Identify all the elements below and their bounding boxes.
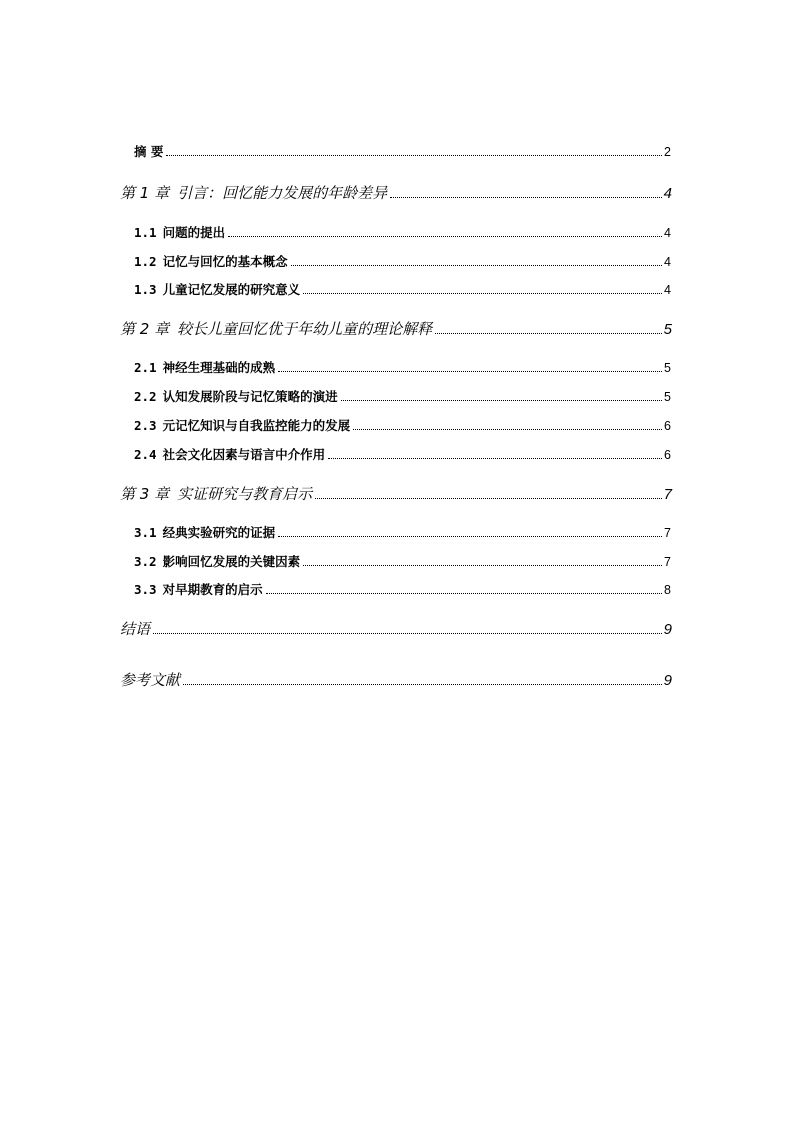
toc-entry-section-2-4[interactable] [134, 449, 671, 462]
dot-leader [153, 633, 662, 634]
toc-entry-chapter-3[interactable] [120, 487, 672, 502]
toc-page-number: 7 [664, 526, 671, 540]
section-title: 儿童记忆发展的研究意义 [162, 282, 301, 297]
dot-leader [435, 333, 662, 334]
chapter-title: 较长儿童回忆优于年幼儿童的理论解释 [177, 320, 433, 338]
dot-leader [315, 498, 662, 499]
section-number: 2.3 [134, 418, 157, 433]
section-number: 1.2 [134, 254, 157, 269]
section-number: 1.1 [134, 225, 157, 240]
section-title: 认知发展阶段与记忆策略的演进 [162, 389, 338, 404]
toc-page-number: 5 [664, 390, 671, 404]
toc-page-number: 6 [664, 448, 671, 462]
dot-leader [303, 565, 662, 566]
toc-page-number: 4 [664, 226, 671, 240]
toc-entry-section-1-2[interactable] [134, 256, 671, 269]
toc-entry-section-3-3[interactable] [134, 584, 671, 597]
dot-leader [390, 197, 662, 198]
section-number: 2.2 [134, 389, 157, 404]
toc-entry-section-1-1[interactable] [134, 227, 671, 240]
chapter-title: 引言：回忆能力发展的年龄差异 [177, 184, 388, 202]
section-number: 3.3 [134, 582, 157, 597]
toc-entry-chapter-2[interactable] [120, 322, 672, 337]
toc-page-number: 4 [664, 255, 671, 269]
toc-page-number: 9 [663, 672, 672, 689]
dot-leader [278, 371, 662, 372]
toc-entry-label: 参考文献 [120, 671, 181, 689]
dot-leader [341, 400, 662, 401]
chapter-number: 第 2 章 [120, 320, 170, 338]
toc-page-number: 9 [663, 621, 672, 638]
toc-entry-label: 结语 [120, 620, 151, 638]
chapter-title: 实证研究与教育启示 [177, 485, 313, 503]
toc-page-number: 4 [664, 283, 671, 297]
section-title: 对早期教育的启示 [162, 582, 263, 597]
toc-entry-references[interactable] [120, 673, 672, 688]
dot-leader [303, 293, 662, 294]
toc-entry-abstract[interactable] [134, 146, 671, 159]
section-title: 元记忆知识与自我监控能力的发展 [162, 418, 351, 433]
toc-entry-section-1-3[interactable] [134, 284, 671, 297]
chapter-number: 第 1 章 [120, 184, 170, 202]
section-number: 1.3 [134, 282, 157, 297]
section-title: 记忆与回忆的基本概念 [162, 254, 288, 269]
toc-page-number: 2 [664, 145, 671, 159]
section-number: 2.1 [134, 360, 157, 375]
toc-entry-section-3-2[interactable] [134, 556, 671, 569]
toc-entry-conclusion[interactable] [120, 622, 672, 637]
toc-page-number: 8 [664, 583, 671, 597]
toc-page-number: 5 [664, 361, 671, 375]
dot-leader [183, 684, 662, 685]
toc-entry-section-3-1[interactable] [134, 527, 671, 540]
dot-leader [328, 458, 662, 459]
toc-page-number: 4 [663, 185, 672, 202]
section-title: 神经生理基础的成熟 [162, 360, 276, 375]
dot-leader [228, 236, 662, 237]
toc-entry-chapter-1[interactable] [120, 186, 672, 201]
toc-page-number: 7 [663, 486, 672, 503]
dot-leader [278, 536, 662, 537]
dot-leader [166, 155, 662, 156]
section-title: 影响回忆发展的关键因素 [162, 554, 301, 569]
section-number: 3.1 [134, 525, 157, 540]
dot-leader [353, 429, 662, 430]
section-title: 经典实验研究的证据 [162, 525, 276, 540]
toc-entry-label: 摘 要 [134, 144, 164, 159]
toc-page-number: 6 [664, 419, 671, 433]
toc-entry-section-2-2[interactable] [134, 391, 671, 404]
toc-page-number: 5 [663, 321, 672, 338]
section-number: 3.2 [134, 554, 157, 569]
toc-page-number: 7 [664, 555, 671, 569]
dot-leader [266, 593, 662, 594]
toc-entry-section-2-1[interactable] [134, 362, 671, 375]
chapter-number: 第 3 章 [120, 485, 170, 503]
toc-entry-section-2-3[interactable] [134, 420, 671, 433]
section-title: 社会文化因素与语言中介作用 [162, 447, 326, 462]
section-title: 问题的提出 [162, 225, 226, 240]
dot-leader [291, 265, 662, 266]
section-number: 2.4 [134, 447, 157, 462]
